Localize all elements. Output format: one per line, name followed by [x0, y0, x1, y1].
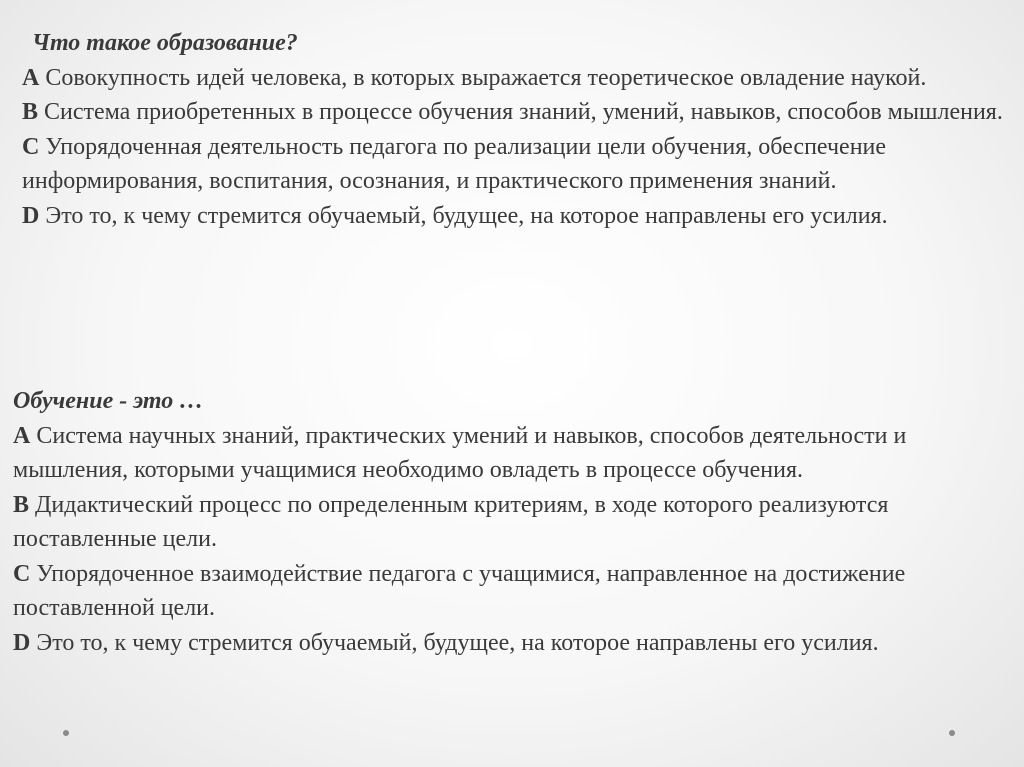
question-1-title: Что такое образование?	[32, 30, 298, 56]
question-1-option-b	[22, 95, 1012, 130]
question-1-option-a	[22, 61, 1012, 96]
option-letter: A	[22, 64, 40, 91]
option-text: Система научных знаний, практических умений и навыков, способов деятельности и мышления, которыми учащимися необходимо овладеть в процессе обучения.	[13, 422, 907, 483]
decorative-dot-left	[63, 730, 69, 736]
decorative-dot-right	[949, 730, 955, 736]
option-letter: D	[22, 202, 40, 229]
option-letter: D	[13, 629, 31, 656]
question-2-option-b	[13, 488, 1008, 557]
option-text: Это то, к чему стремится обучаемый, будущее, на которое направлены его усилия.	[45, 202, 888, 229]
question-2-title: Обучение - это …	[13, 388, 204, 414]
question-block-1	[22, 26, 1012, 233]
question-2-option-c	[13, 557, 1008, 626]
question-2-option-a	[13, 419, 1008, 488]
option-letter: B	[13, 491, 30, 518]
option-text: Упорядоченное взаимодействие педагога с учащимися, направленное на достижение поставленной цели.	[13, 560, 906, 621]
option-letter: B	[22, 99, 39, 125]
option-letter: A	[13, 422, 31, 449]
question-1-option-d	[22, 199, 1012, 234]
option-text: Упорядоченная деятельность педагога по реализации цели обучения, обеспечение информирования, воспитания, осознания, и практического применения знаний.	[22, 133, 887, 194]
option-text: Это то, к чему стремится обучаемый, будущее, на которое направлены его усилия.	[36, 629, 879, 656]
option-text: Дидактический процесс по определенным критериям, в ходе которого реализуются поставленные цели.	[13, 491, 889, 552]
option-letter: C	[13, 560, 31, 587]
option-letter: C	[22, 133, 40, 160]
option-text: Совокупность идей человека, в которых выражается теоретическое овладение наукой.	[45, 64, 927, 91]
option-text: Система приобретенных в процессе обучения знаний, умений, навыков, способов мышления.	[44, 99, 1003, 125]
question-1-option-c	[22, 130, 1012, 199]
question-2-option-d	[13, 626, 1008, 661]
question-block-2	[13, 384, 1008, 660]
